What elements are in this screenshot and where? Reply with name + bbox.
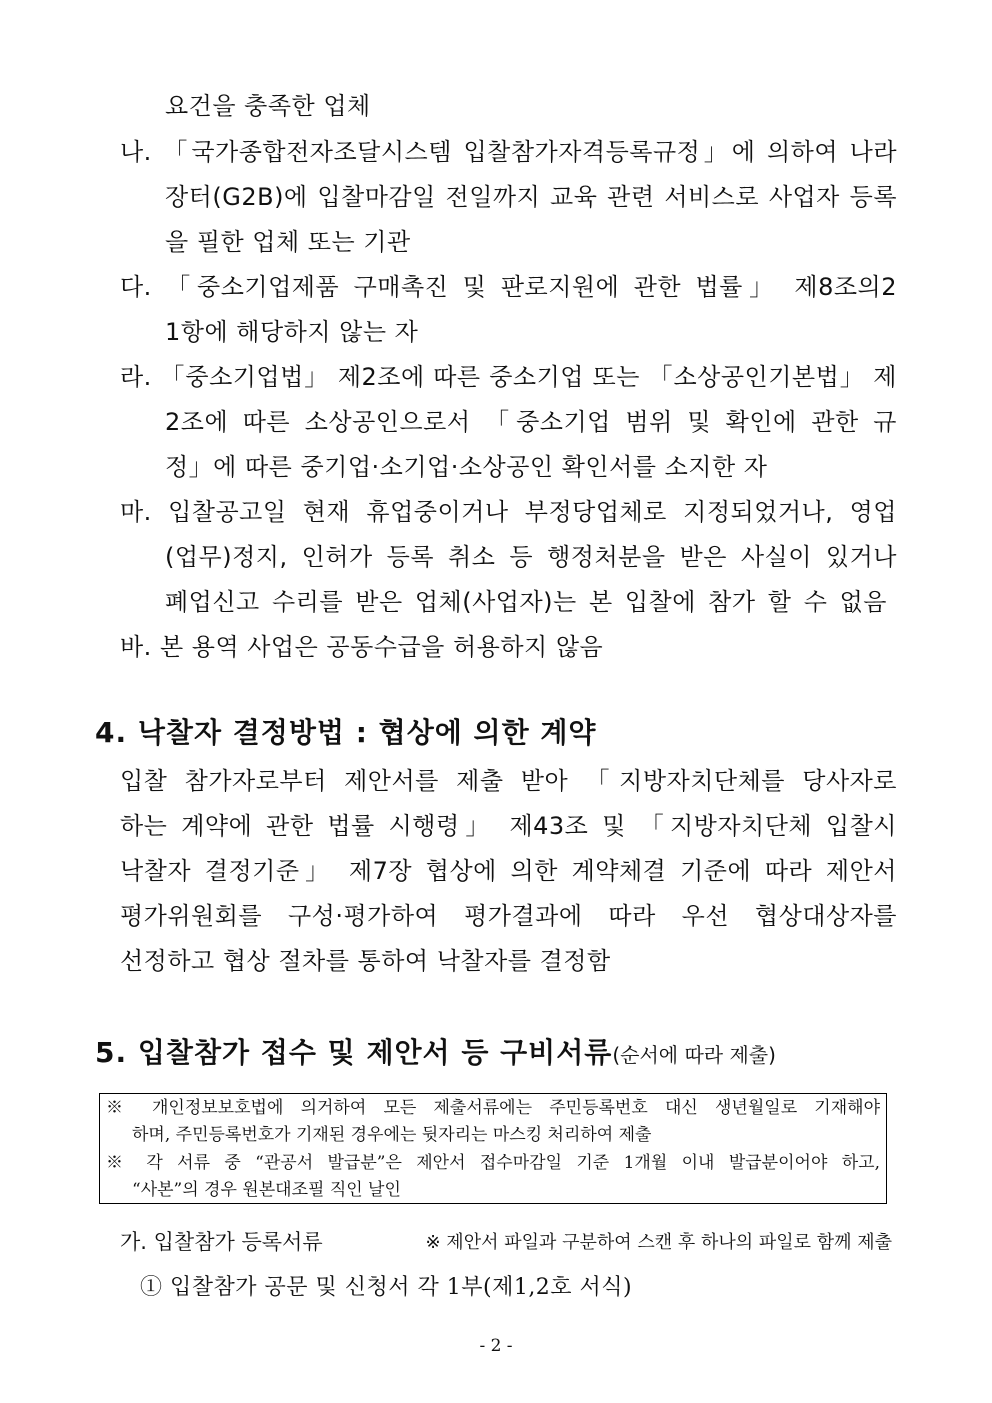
item-ma-line-1: 마. 입찰공고일 현재 휴업중이거나 부정당업체로 지정되었거나, 영업 xyxy=(120,498,897,526)
section-5-heading xyxy=(95,1036,776,1072)
page-number: - 2 - xyxy=(479,1336,513,1356)
notice-line-2: 하며, 주민등록번호가 기재된 경우에는 뒷자리는 마스킹 처리하여 제출 xyxy=(132,1125,652,1145)
section-4-line-1: 입찰 참가자로부터 제안서를 제출 받아 「지방자치단체를 당사자로 xyxy=(120,767,897,795)
subsection-ga xyxy=(120,1228,892,1256)
item-ra-line-2: 2조에 따른 소상공인으로서 「중소기업 범위 및 확인에 관한 규 xyxy=(165,408,897,436)
item-ra-line-1: 라. 「중소기업법」 제2조에 따른 중소기업 또는 「소상공인기본법」 제 xyxy=(120,363,897,391)
privacy-notice-box xyxy=(99,1093,887,1204)
section-4-line-4: 평가위원회를 구성·평가하여 평가결과에 따라 우선 협상대상자를 xyxy=(120,902,897,930)
item-ra-line-3: 정」에 따른 중기업·소기업·소상공인 확인서를 소지한 자 xyxy=(165,453,768,481)
notice-line-1: ※ 개인정보보호법에 의거하여 모든 제출서류에는 주민등록번호 대신 생년월일로 기재해야 xyxy=(106,1098,880,1118)
section-4-line-3: 낙찰자 결정기준」 제7장 협상에 의한 계약체결 기준에 따라 제안서 xyxy=(120,857,897,885)
section-4-line-2: 하는 계약에 관한 법률 시행령」 제43조 및 「지방자치단체 입찰시 xyxy=(120,812,897,840)
item-na-line-1: 나. 「국가종합전자조달시스템 입찰참가자격등록규정」에 의하여 나라 xyxy=(120,138,897,166)
subsection-ga-note: ※ 제안서 파일과 구분하여 스캔 후 하나의 파일로 함께 제출 xyxy=(425,1232,892,1253)
notice-line-4: “사본”의 경우 원본대조필 직인 날인 xyxy=(132,1180,401,1200)
item-ma-line-2: (업무)정지, 인허가 등록 취소 등 행정처분을 받은 사실이 있거나 xyxy=(165,543,897,571)
notice-line-3: ※ 각 서류 중 “관공서 발급분”은 제안서 접수마감일 기준 1개월 이내 발급분이어야 하고, xyxy=(106,1153,880,1173)
item-1: ① 입찰참가 공문 및 신청서 각 1부(제1,2호 서식) xyxy=(140,1275,633,1300)
subsection-ga-title: 가. 입찰참가 등록서류 xyxy=(120,1230,323,1254)
item-ma-line-3: 폐업신고 수리를 받은 업체(사업자)는 본 입찰에 참가 할 수 없음 xyxy=(165,588,887,616)
item-da-line-2: 1항에 해당하지 않는 자 xyxy=(165,318,419,346)
section-5-title: 5. 입찰참가 접수 및 제안서 등 구비서류 xyxy=(95,1036,613,1069)
item-na-line-3: 을 필한 업체 또는 기관 xyxy=(165,228,411,256)
section-4-line-5: 선정하고 협상 절차를 통하여 낙찰자를 결정함 xyxy=(120,947,611,975)
item-ba: 바. 본 용역 사업은 공동수급을 허용하지 않음 xyxy=(120,633,604,661)
item-da-line-1: 다. 「중소기업제품 구매촉진 및 판로지원에 관한 법률」 제8조의2 xyxy=(120,273,897,301)
item-ga-continuation: 요건을 충족한 업체 xyxy=(165,92,371,120)
item-na-line-2: 장터(G2B)에 입찰마감일 전일까지 교육 관련 서비스로 사업자 등록 xyxy=(165,183,897,211)
section-5-title-note: (순서에 따라 제출) xyxy=(612,1043,776,1067)
section-4-heading: 4. 낙찰자 결정방법 : 협상에 의한 계약 xyxy=(95,716,597,749)
